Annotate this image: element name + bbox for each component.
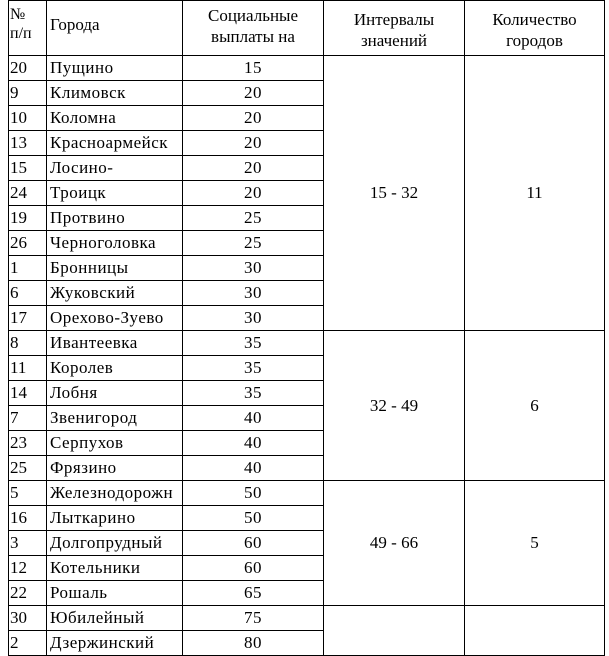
header-payments-line2: выплаты на <box>211 27 295 46</box>
row-value: 60 <box>183 556 324 581</box>
row-value: 50 <box>183 506 324 531</box>
row-value: 25 <box>183 231 324 256</box>
row-value: 40 <box>183 456 324 481</box>
row-num: 30 <box>9 606 47 631</box>
row-city: Серпухов <box>47 431 183 456</box>
header-num <box>9 1 47 56</box>
row-city: Орехово-Зуево <box>47 306 183 331</box>
header-payments <box>183 1 324 56</box>
header-count-line1: Количество <box>492 10 577 29</box>
row-city: Королев <box>47 356 183 381</box>
row-value: 20 <box>183 181 324 206</box>
row-value: 40 <box>183 406 324 431</box>
header-count-line2: городов <box>506 31 563 50</box>
row-num: 3 <box>9 531 47 556</box>
row-num: 1 <box>9 256 47 281</box>
cities-table <box>8 0 605 656</box>
row-value: 35 <box>183 381 324 406</box>
row-value: 65 <box>183 581 324 606</box>
group-interval: 15 - 32 <box>324 56 465 331</box>
row-city: Лобня <box>47 381 183 406</box>
row-num: 19 <box>9 206 47 231</box>
row-num: 16 <box>9 506 47 531</box>
row-value: 50 <box>183 481 324 506</box>
header-intervals-line2: значений <box>360 31 428 50</box>
row-city: Протвино <box>47 206 183 231</box>
table-row <box>9 481 605 506</box>
row-num: 17 <box>9 306 47 331</box>
group-count: 6 <box>465 331 605 481</box>
row-city: Фрязино <box>47 456 183 481</box>
row-value: 20 <box>183 81 324 106</box>
row-city: Жуковский <box>47 281 183 306</box>
row-city: Пущино <box>47 56 183 81</box>
header-intervals <box>324 1 465 56</box>
row-value: 20 <box>183 156 324 181</box>
row-value: 20 <box>183 106 324 131</box>
row-city: Коломна <box>47 106 183 131</box>
table-body <box>9 56 605 656</box>
row-num: 2 <box>9 631 47 656</box>
group-count: 11 <box>465 56 605 331</box>
row-value: 80 <box>183 631 324 656</box>
row-num: 9 <box>9 81 47 106</box>
row-city: Троицк <box>47 181 183 206</box>
row-city: Лосино- <box>47 156 183 181</box>
header-num-line1: № <box>10 6 26 23</box>
header-payments-line1: Социальные <box>207 6 299 25</box>
row-city: Красноармейск <box>47 131 183 156</box>
row-city: Дзержинский <box>47 631 183 656</box>
row-num: 25 <box>9 456 47 481</box>
row-num: 14 <box>9 381 47 406</box>
row-city: Юбилейный <box>47 606 183 631</box>
table-row <box>9 56 605 81</box>
row-num: 10 <box>9 106 47 131</box>
row-value: 30 <box>183 281 324 306</box>
row-value: 25 <box>183 206 324 231</box>
row-num: 24 <box>9 181 47 206</box>
row-num: 15 <box>9 156 47 181</box>
row-num: 6 <box>9 281 47 306</box>
header-num-line2: п/п <box>10 25 32 42</box>
row-city: Черноголовка <box>47 231 183 256</box>
row-num: 13 <box>9 131 47 156</box>
row-value: 75 <box>183 606 324 631</box>
group-count: 5 <box>465 481 605 606</box>
row-city: Рошаль <box>47 581 183 606</box>
group-interval: 32 - 49 <box>324 331 465 481</box>
row-city: Климовск <box>47 81 183 106</box>
row-value: 30 <box>183 256 324 281</box>
row-city: Ивантеевка <box>47 331 183 356</box>
row-num: 8 <box>9 331 47 356</box>
row-city: Железнодорожн <box>47 481 183 506</box>
row-value: 30 <box>183 306 324 331</box>
row-city: Котельники <box>47 556 183 581</box>
table-row <box>9 331 605 356</box>
row-num: 26 <box>9 231 47 256</box>
row-value: 35 <box>183 331 324 356</box>
header-count <box>465 1 605 56</box>
row-num: 22 <box>9 581 47 606</box>
group-count <box>465 606 605 656</box>
row-num: 23 <box>9 431 47 456</box>
row-num: 7 <box>9 406 47 431</box>
row-city: Звенигород <box>47 406 183 431</box>
row-num: 12 <box>9 556 47 581</box>
header-intervals-line1: Интервалы <box>353 10 435 29</box>
header-city: Города <box>47 1 183 56</box>
row-city: Лыткарино <box>47 506 183 531</box>
row-value: 40 <box>183 431 324 456</box>
group-interval: 49 - 66 <box>324 481 465 606</box>
group-interval <box>324 606 465 656</box>
row-value: 35 <box>183 356 324 381</box>
row-value: 20 <box>183 131 324 156</box>
row-num: 11 <box>9 356 47 381</box>
row-num: 5 <box>9 481 47 506</box>
row-value: 15 <box>183 56 324 81</box>
row-city: Бронницы <box>47 256 183 281</box>
table-row <box>9 606 605 631</box>
row-value: 60 <box>183 531 324 556</box>
row-city: Долгопрудный <box>47 531 183 556</box>
row-num: 20 <box>9 56 47 81</box>
header-row <box>9 1 605 56</box>
